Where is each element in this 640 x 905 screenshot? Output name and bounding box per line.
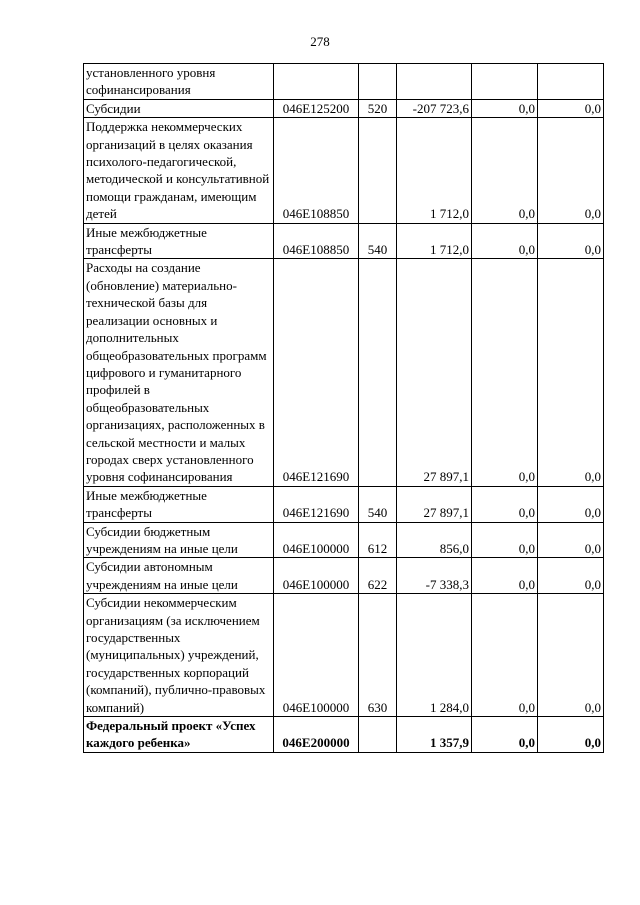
table-row bbox=[84, 223, 604, 259]
page-number: 278 bbox=[310, 34, 330, 49]
expense-type-cell: 622 bbox=[359, 558, 397, 594]
table-row bbox=[84, 259, 604, 486]
amount-cell: 1 712,0 bbox=[397, 118, 472, 223]
amount-year2-cell bbox=[472, 64, 538, 100]
table-row bbox=[84, 522, 604, 558]
amount-year3-cell bbox=[538, 64, 604, 100]
target-code-cell: 046E121690 bbox=[274, 259, 359, 486]
budget-table bbox=[83, 63, 604, 753]
amount-year3-cell: 0,0 bbox=[538, 259, 604, 486]
amount-cell: 1 712,0 bbox=[397, 223, 472, 259]
amount-year3-cell: 0,0 bbox=[538, 558, 604, 594]
target-code-cell: 046E100000 bbox=[274, 522, 359, 558]
table-row bbox=[84, 594, 604, 717]
amount-year3-cell: 0,0 bbox=[538, 99, 604, 117]
expense-type-cell: 540 bbox=[359, 486, 397, 522]
expense-type-cell: 520 bbox=[359, 99, 397, 117]
expense-name-cell: Субсидии bbox=[84, 99, 274, 117]
amount-year2-cell: 0,0 bbox=[472, 717, 538, 753]
target-code-cell: 046E108850 bbox=[274, 223, 359, 259]
target-code-cell: 046E125200 bbox=[274, 99, 359, 117]
target-code-cell: 046E100000 bbox=[274, 594, 359, 717]
amount-year2-cell: 0,0 bbox=[472, 259, 538, 486]
table-row bbox=[84, 558, 604, 594]
table-row bbox=[84, 486, 604, 522]
expense-type-cell: 540 bbox=[359, 223, 397, 259]
amount-cell: -207 723,6 bbox=[397, 99, 472, 117]
amount-year2-cell: 0,0 bbox=[472, 522, 538, 558]
budget-table-body bbox=[84, 64, 604, 753]
amount-year3-cell: 0,0 bbox=[538, 223, 604, 259]
target-code-cell: 046E200000 bbox=[274, 717, 359, 753]
amount-year2-cell: 0,0 bbox=[472, 558, 538, 594]
target-code-cell: 046E121690 bbox=[274, 486, 359, 522]
expense-name-cell: Иные межбюджетные трансферты bbox=[84, 486, 274, 522]
amount-year3-cell: 0,0 bbox=[538, 594, 604, 717]
amount-year3-cell: 0,0 bbox=[538, 118, 604, 223]
amount-cell bbox=[397, 64, 472, 100]
amount-cell: 27 897,1 bbox=[397, 486, 472, 522]
amount-year3-cell: 0,0 bbox=[538, 717, 604, 753]
amount-cell: 1 357,9 bbox=[397, 717, 472, 753]
amount-year2-cell: 0,0 bbox=[472, 486, 538, 522]
amount-cell: -7 338,3 bbox=[397, 558, 472, 594]
expense-name-cell: установленного уровня софинансирования bbox=[84, 64, 274, 100]
amount-cell: 27 897,1 bbox=[397, 259, 472, 486]
expense-name-cell: Поддержка некоммерческих организаций в целях оказания психолого-педагогической, методической и консультативной помощи гражданам, имеющим детей bbox=[84, 118, 274, 223]
amount-year3-cell: 0,0 bbox=[538, 486, 604, 522]
expense-type-cell bbox=[359, 717, 397, 753]
amount-year2-cell: 0,0 bbox=[472, 594, 538, 717]
target-code-cell bbox=[274, 64, 359, 100]
expense-name-cell: Иные межбюджетные трансферты bbox=[84, 223, 274, 259]
table-row bbox=[84, 99, 604, 117]
table-row bbox=[84, 118, 604, 223]
expense-name-cell: Федеральный проект «Успех каждого ребенка» bbox=[84, 717, 274, 753]
table-row bbox=[84, 64, 604, 100]
expense-type-cell bbox=[359, 64, 397, 100]
expense-name-cell: Субсидии автономным учреждениям на иные цели bbox=[84, 558, 274, 594]
table-row bbox=[84, 717, 604, 753]
target-code-cell: 046E108850 bbox=[274, 118, 359, 223]
expense-type-cell bbox=[359, 118, 397, 223]
amount-year2-cell: 0,0 bbox=[472, 118, 538, 223]
amount-year2-cell: 0,0 bbox=[472, 99, 538, 117]
expense-name-cell: Субсидии некоммерческим организациям (за исключением государственных (муниципальных) учреждений, государственных корпораций (компаний), публично-правовых компаний) bbox=[84, 594, 274, 717]
amount-year3-cell: 0,0 bbox=[538, 522, 604, 558]
expense-name-cell: Расходы на создание (обновление) материально-технической базы для реализации основных и дополнительных общеобразовательных программ цифрового и гуманитарного профилей в общеобразовательных организациях, расположенных в сельской местности и малых городах сверх установленного уровня софинансирования bbox=[84, 259, 274, 486]
amount-year2-cell: 0,0 bbox=[472, 223, 538, 259]
amount-cell: 856,0 bbox=[397, 522, 472, 558]
target-code-cell: 046E100000 bbox=[274, 558, 359, 594]
expense-type-cell bbox=[359, 259, 397, 486]
expense-type-cell: 612 bbox=[359, 522, 397, 558]
amount-cell: 1 284,0 bbox=[397, 594, 472, 717]
expense-type-cell: 630 bbox=[359, 594, 397, 717]
expense-name-cell: Субсидии бюджетным учреждениям на иные цели bbox=[84, 522, 274, 558]
